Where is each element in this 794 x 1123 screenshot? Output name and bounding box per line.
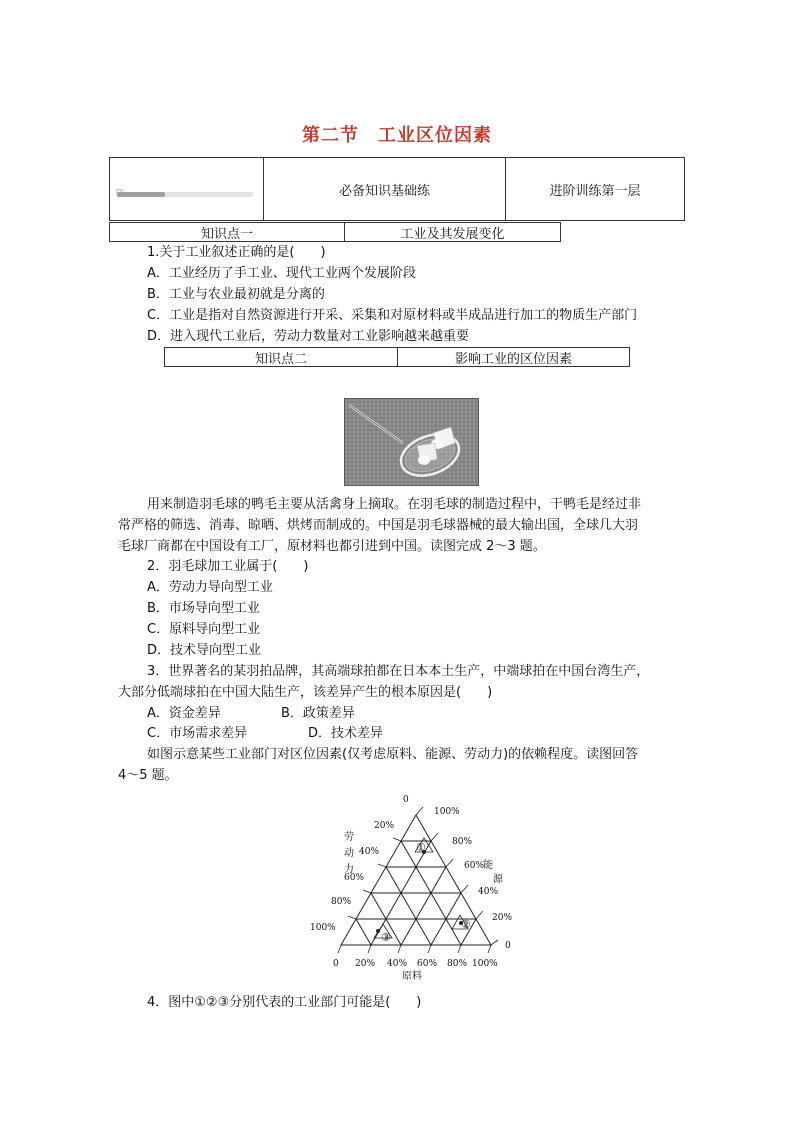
left-tick-100: 100% xyxy=(310,923,336,933)
point-1-label: ① xyxy=(416,841,426,854)
kp2-topic: 影响工业的区位因素 xyxy=(454,351,572,367)
q2-option-c: C．原料导向型工业 xyxy=(147,622,261,637)
ternary-diagram xyxy=(300,790,513,982)
point-3-label: ③ xyxy=(381,931,391,944)
bottom-tick-60: 60% xyxy=(417,959,438,969)
bottom-tick-100: 100% xyxy=(472,959,498,969)
q1-option-d: D．进入现代工业后，劳动力数量对工业影响越来越重要 xyxy=(147,329,470,344)
right-axis-char-1: 能 xyxy=(483,860,493,871)
passage1-line3: 毛球厂商都在中国设有工厂，原材料也都引进到中国。读图完成 2～3 题。 xyxy=(118,539,546,554)
q4-stem: 4．图中①②③分别代表的工业部门可能是( ) xyxy=(147,995,422,1010)
page-title: 第二节 工业区位因素 xyxy=(302,125,492,146)
left-tick-0: 0 xyxy=(403,795,409,805)
section-header-table xyxy=(109,157,685,221)
kp2-label: 知识点二 xyxy=(165,348,398,366)
point-2-label: ② xyxy=(461,918,471,931)
q3-option-a: A．资金差异 xyxy=(147,706,221,721)
passage1-line2: 常严格的筛选、消毒、晾晒、烘烤而制成的。中国是羽毛球器械的最大输出国，全球几大羽 xyxy=(118,518,639,533)
left-tick-40: 40% xyxy=(359,847,380,857)
bottom-tick-40: 40% xyxy=(387,959,408,969)
q2-option-b: B．市场导向型工业 xyxy=(147,601,260,616)
header-col2: 进阶训练第一层 xyxy=(549,183,641,199)
passage2-line1: 如图示意某些工业部门对区位因素(仅考虑原料、能源、劳动力)的依赖程度。读图回答 xyxy=(147,747,639,762)
q1-stem: 1.关于工业叙述正确的是( ) xyxy=(147,245,326,260)
right-tick-100: 100% xyxy=(434,807,460,817)
right-tick-40: 40% xyxy=(478,887,499,897)
passage1-line1: 用来制造羽毛球的鸭毛主要从活禽身上摘取。在羽毛球的制造过程中，干鸭毛是经过非 xyxy=(147,497,642,512)
progress-fill xyxy=(117,192,165,197)
left-axis-char-1: 劳 xyxy=(344,832,354,843)
left-axis-char-2: 动 xyxy=(344,848,354,859)
kp1-topic: 工业及其发展变化 xyxy=(400,226,505,242)
bottom-tick-20: 20% xyxy=(355,959,376,969)
q3-stem-line2: 大部分低端球拍在中国大陆生产，该差异产生的根本原因是( ) xyxy=(118,685,493,700)
header-col1: 必备知识基础练 xyxy=(264,158,506,220)
q2-stem: 2．羽毛球加工业属于( ) xyxy=(147,559,309,574)
right-tick-20: 20% xyxy=(492,913,513,923)
left-tick-20: 20% xyxy=(374,821,395,831)
bottom-axis-label: 原料 xyxy=(402,971,422,982)
q2-option-a: A．劳动力导向型工业 xyxy=(147,580,273,595)
badminton-photo xyxy=(344,398,479,486)
right-tick-80: 80% xyxy=(452,837,473,847)
progress-cell xyxy=(110,158,264,220)
bottom-tick-80: 80% xyxy=(447,959,468,969)
q1-option-a: A．工业经历了手工业、现代工业两个发展阶段 xyxy=(147,266,416,281)
q3-option-c: C．市场需求差异 xyxy=(147,726,248,741)
right-tick-60: 60% xyxy=(464,861,485,871)
left-tick-80: 80% xyxy=(331,897,352,907)
progress-bar xyxy=(117,192,253,197)
q1-option-c: C．工业是指对自然资源进行开采、采集和对原材料或半成品进行加工的物质生产部门 xyxy=(147,308,638,323)
passage2-line2: 4～5 题。 xyxy=(118,768,178,783)
left-axis-char-3: 力 xyxy=(344,864,354,875)
knowledge-point-1 xyxy=(109,222,561,242)
bottom-tick-0: 0 xyxy=(333,959,339,969)
q3-stem-line1: 3．世界著名的某羽拍品牌，其高端球拍都在日本本土生产，中端球拍在中国台湾生产， xyxy=(147,664,650,679)
q2-option-d: D．技术导向型工业 xyxy=(147,643,262,658)
kp1-label: 知识点一 xyxy=(110,223,345,241)
left-tick-60: 60% xyxy=(344,873,365,883)
knowledge-point-2 xyxy=(164,347,630,367)
right-axis-char-2: 源 xyxy=(493,874,503,885)
q3-option-b: B．政策差异 xyxy=(281,706,355,721)
q3-option-d: D．技术差异 xyxy=(308,726,384,741)
right-tick-0: 0 xyxy=(505,941,511,951)
q1-option-b: B．工业与农业最初就是分离的 xyxy=(147,287,325,302)
